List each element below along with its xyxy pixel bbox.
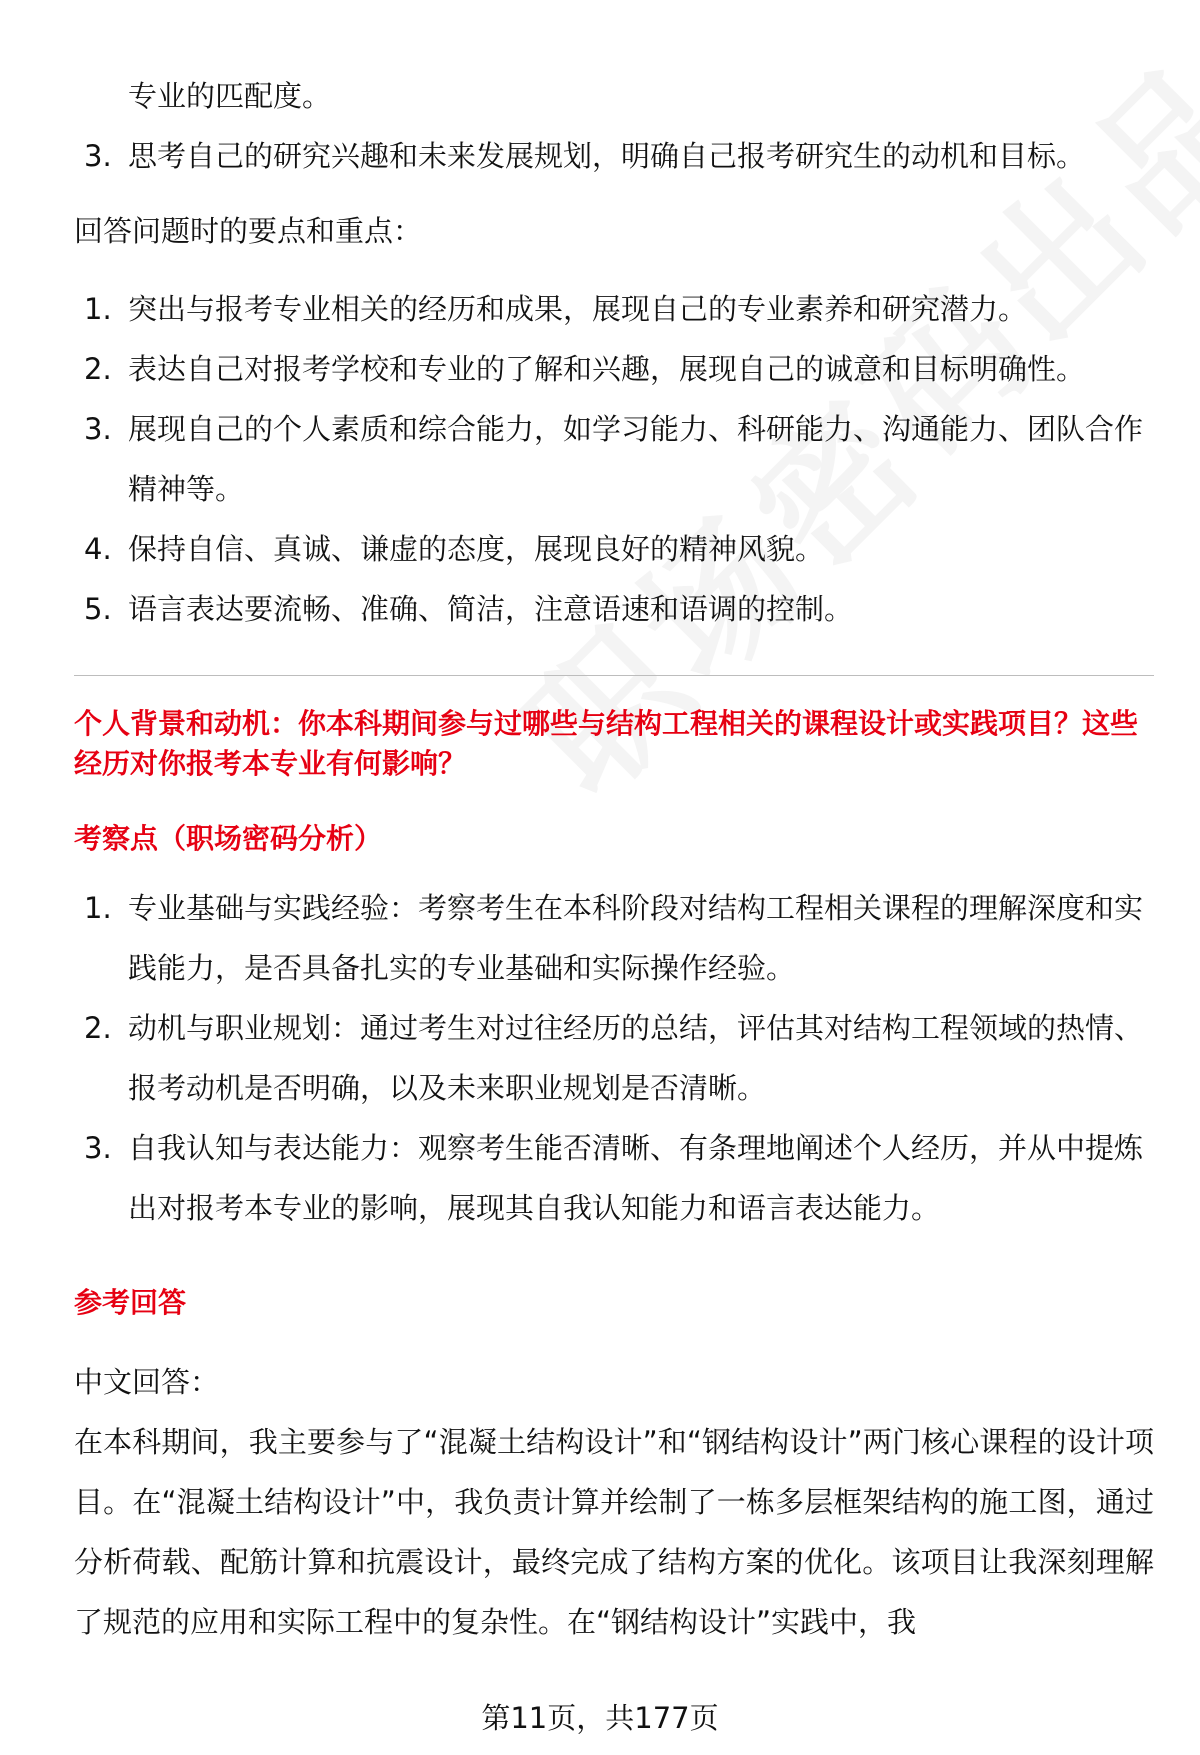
list-number: 1. (84, 891, 112, 925)
answer-points-heading: 回答问题时的要点和重点： (74, 214, 423, 248)
list-text: 思考自己的研究兴趣和未来发展规划，明确自己报考研究生的动机和目标。 (128, 139, 1086, 173)
inspection-list (74, 878, 1154, 1238)
page-content (74, 66, 1154, 1652)
list-item (74, 279, 1154, 339)
list-text: 保持自信、真诚、谦虚的态度，展现良好的精神风貌。 (128, 532, 825, 566)
list-text: 动机与职业规划：通过考生对过往经历的总结，评估其对结构工程领域的热情、报考动机是否明确，以及未来职业规划是否清晰。 (128, 1011, 1144, 1105)
list-text: 表达自己对报考学校和专业的了解和兴趣，展现自己的诚意和目标明确性。 (128, 352, 1086, 386)
list-item (74, 519, 1154, 579)
list-item (74, 998, 1154, 1118)
list-number: 2. (84, 352, 112, 386)
intro-list (74, 126, 1154, 186)
list-number: 3. (84, 139, 112, 173)
list-text: 专业基础与实践经验：考察考生在本科阶段对结构工程相关课程的理解深度和实践能力，是否具备扎实的专业基础和实际操作经验。 (128, 891, 1144, 985)
list-number: 4. (84, 532, 112, 566)
list-text: 自我认知与表达能力：观察考生能否清晰、有条理地阐述个人经历，并从中提炼出对报考本专业的影响，展现其自我认知能力和语言表达能力。 (128, 1131, 1144, 1225)
list-text: 展现自己的个人素质和综合能力，如学习能力、科研能力、沟通能力、团队合作精神等。 (128, 412, 1144, 506)
page-footer: 第11页，共177页 (481, 1701, 719, 1735)
intro-continuation: 专业的匹配度。 (128, 79, 332, 113)
list-text: 突出与报考专业相关的经历和成果，展现自己的专业素养和研究潜力。 (128, 292, 1028, 326)
list-item (74, 1118, 1154, 1238)
list-item (74, 878, 1154, 998)
answer-points-list (74, 279, 1154, 639)
inspection-heading: 考察点（职场密码分析） (74, 822, 383, 855)
list-text: 语言表达要流畅、准确、简洁，注意语速和语调的控制。 (128, 592, 854, 626)
list-item (74, 399, 1154, 519)
reference-heading: 参考回答 (74, 1286, 187, 1319)
list-number: 2. (84, 1011, 112, 1045)
answer-paragraph: 在本科期间，我主要参与了“混凝土结构设计”和“钢结构设计”两门核心课程的设计项目。在“混凝土结构设计”中，我负责计算并绘制了一栋多层框架结构的施工图，通过分析荷载、配筋计算和抗震设计，最终完成了结构方案的优化。该项目让我深刻理解了规范的应用和实际工程中的复杂性。在“钢结构设计”实践中，我 (74, 1425, 1154, 1639)
list-number: 5. (84, 592, 112, 626)
spacer (74, 1342, 1154, 1352)
section-divider (74, 675, 1154, 676)
list-number: 3. (84, 412, 112, 446)
list-item (74, 126, 1154, 186)
list-item (74, 579, 1154, 639)
spacer (74, 1238, 1154, 1248)
list-item (74, 339, 1154, 399)
list-number: 1. (84, 292, 112, 326)
question-title: 个人背景和动机：你本科期间参与过哪些与结构工程相关的课程设计或实践项目？这些经历对你报考本专业有何影响？ (74, 707, 1139, 780)
list-number: 3. (84, 1131, 112, 1165)
chinese-answer-label: 中文回答： (74, 1365, 220, 1399)
